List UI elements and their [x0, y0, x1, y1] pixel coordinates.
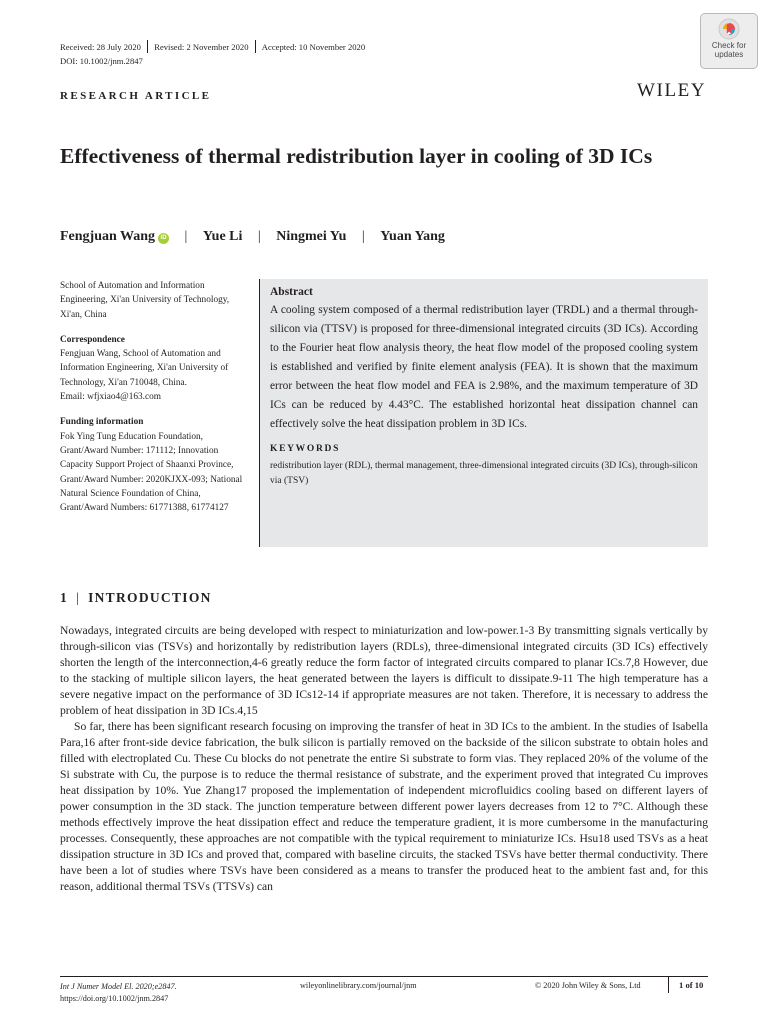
revised-date: Revised: 2 November 2020 [154, 42, 249, 52]
section-number: 1 [60, 590, 69, 605]
funding-info: Fok Ying Tung Education Foundation, Grant/Award Number: 171112; Innovation Capacity Support Project of Shaanxi Province, Grant/Award Number: 2020KJXX-093; National Natural Science Foundation of China, Grant/Award Numbers: 61771388, 61774127 [60, 431, 243, 514]
article-meta [60, 40, 365, 53]
affiliation: School of Automation and Information Engineering, Xi'an University of Technology, Xi'an, China [60, 281, 230, 320]
abstract-heading: Abstract [270, 286, 313, 298]
abstract-box [259, 279, 708, 547]
abstract-text: A cooling system composed of a thermal redistribution layer (TRDL) and a thermal through-silicon via (TTSV) is proposed for three-dimensional integrated circuits (3D ICs). According to the Fourier heat flow analysis theory, the heat flow model of the proposed cooling system is established and verified by finite element analysis (FEA). It is shown that the maximum error between the heat flow model and FEA is 2.98%, and the maximum temperature of 3D ICs can be reduced by 4.43°C. The established horizontal heat dissipation channel can effectively solve the heat dissipation problem in 3D ICs. [270, 304, 698, 430]
meta-divider [147, 40, 148, 53]
copyright: © 2020 John Wiley & Sons, Ltd [535, 981, 641, 990]
introduction-body [60, 623, 708, 895]
funding-label: Funding information [60, 417, 144, 428]
author-name: Fengjuan Wang [60, 229, 156, 244]
doi: DOI: 10.1002/jnm.2847 [60, 56, 143, 66]
paragraph: Nowadays, integrated circuits are being developed with respect to miniaturization and low-power.1-3 By transmitting signals vertically by through-silicon vias (TSVs) and horizontally by redistribution layers (RDLs), three-dimensional integrated circuits (3D ICs) effectively shorten the length of the interconnection,4-6 greatly reduce the form factor of integrated circuits compared to planar ICs.7,8 However, due to the stacking of multiple silicon layers, the heat generated between the layers is difficult to dissipate.9-11 The high temperature has a severe negative impact on the performance of 3D ICs12-14 if appropriate measures are not taken. Therefore, it is necessary to address the problem of heat dissipation in 3D ICs.4,15 [60, 624, 708, 717]
journal-citation: Int J Numer Model El. 2020;e2847. [60, 982, 177, 991]
accepted-date: Accepted: 10 November 2020 [261, 42, 366, 52]
author-separator: | [184, 229, 188, 244]
orcid-icon[interactable]: iD [158, 233, 169, 244]
paragraph: So far, there has been significant research focusing on improving the transfer of heat in 3D ICs to the ambient. In the studies of Isabella Para,16 after front-side device fabrication, the bulk silicon is partially removed on the backside of the silicon substrate to obtain holes and filled with electroplated Cu. These Cu blocks do not penetrate the entire Si substrate to form vias. They replaced 20% of the volume of the Si substrate with Cu, the purpose is to reduce the thermal resistance of substrate, and the experiment proved that integrated Cu improves heat dissipation by 10%. Yue Zhang17 proposed the implementation of independent microfluidics cooling based on different layers of power consumption in the 3D stack. The junction temperature between different power layers decreases from 12 to 7°C. Although these methods effectively improve the heat dissipation effect and reduce the temperature gradient, it is more cumbersome in the manufacturing processes. Consequently, these approaches are not compatible with the typical requirement to miniaturize ICs. Hsu18 used TSVs as a heat dissipation structure in 3D ICs and proved that, compared with baseline circuits, the stacked TSVs have better thermal conductivity. There have been a lot of studies where TSVs have been considered as a means to transfer the produced heat to the ambient fast and, for this reason, additional thermal TSVs (TTSVs) can [60, 720, 708, 893]
correspondence-label: Correspondence [60, 334, 125, 345]
page-title: Effectiveness of thermal redistribution layer in cooling of 3D ICs [60, 144, 653, 168]
doi-link[interactable]: https://doi.org/10.1002/jnm.2847 [60, 994, 169, 1003]
correspondence: Fengjuan Wang, School of Automation and Information Engineering, Xi'an University of Technology, Xi'an 710048, China. [60, 349, 229, 388]
meta-divider [255, 40, 256, 53]
author-separator: | [257, 229, 261, 244]
author-list [60, 229, 445, 245]
page-number: 1 of 10 [668, 977, 708, 993]
author-name: Ningmei Yu [276, 229, 347, 244]
article-info-sidebar [60, 279, 250, 515]
received-date: Received: 28 July 2020 [60, 42, 141, 52]
footer-citation [60, 981, 177, 1005]
footer-divider [60, 976, 708, 977]
check-for-updates-label: Check for updates [711, 41, 747, 59]
author-separator: | [361, 229, 365, 244]
journal-url-link[interactable]: wileyonlinelibrary.com/journal/jnm [300, 981, 417, 990]
check-for-updates-button[interactable] [700, 13, 758, 69]
article-type: RESEARCH ARTICLE [60, 90, 212, 102]
section-heading [60, 590, 212, 606]
author-name: Yue Li [202, 229, 243, 244]
keywords-heading: KEYWORDS [270, 444, 341, 454]
section-title: INTRODUCTION [88, 590, 212, 605]
keywords-text: redistribution layer (RDL), thermal management, three-dimensional integrated circuits (3D ICs), through-silicon via (TSV) [270, 461, 698, 486]
publisher-logo: WILEY [637, 80, 707, 101]
section-separator: | [76, 590, 81, 605]
check-for-updates-icon [718, 18, 740, 40]
author-name: Yuan Yang [380, 229, 445, 244]
email-link[interactable]: Email: wfjxiao4@163.com [60, 392, 161, 403]
